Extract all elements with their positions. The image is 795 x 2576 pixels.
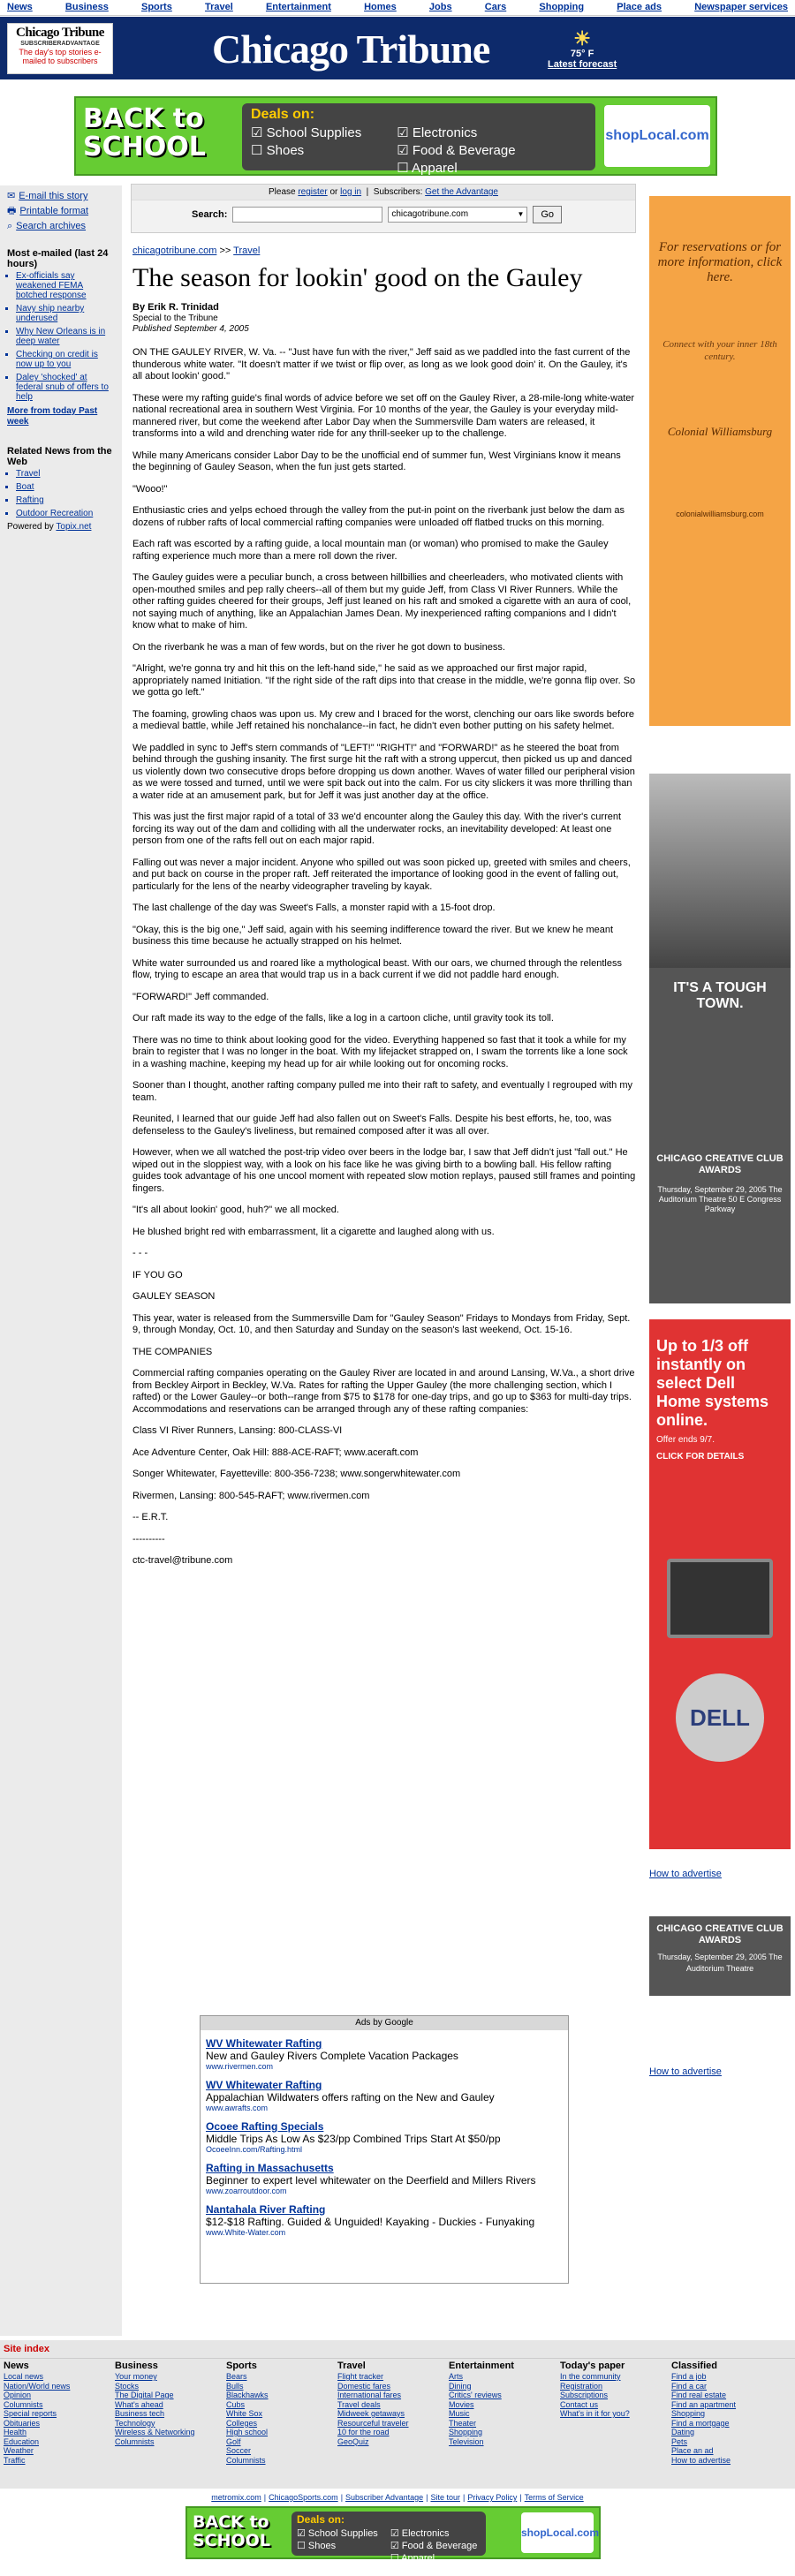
site-index-link[interactable]: Domestic fares [337, 2381, 391, 2391]
site-index-link[interactable]: Movies [449, 2399, 474, 2409]
deals-col-1 [251, 125, 361, 178]
back-to-school-banner-bottom[interactable] [186, 2506, 601, 2564]
topix-link[interactable]: Topix.net [56, 522, 92, 532]
sub-msg: The day's top stories e-mailed to subscribers [19, 48, 102, 65]
laptop-image [667, 1559, 773, 1638]
site-index-link[interactable]: Obituaries [4, 2418, 41, 2428]
checkbox-icon: ☑ [390, 2528, 402, 2539]
site-index-link[interactable]: Find real estate [671, 2391, 727, 2399]
utility-icon: ✉ [7, 191, 16, 201]
colonial-williamsburg-ad[interactable] [649, 196, 791, 726]
article [132, 246, 636, 1577]
utility-links [0, 185, 122, 239]
deals-box [242, 103, 595, 176]
site-index-link[interactable]: Your money [115, 2372, 157, 2381]
dell-logo: DELL [676, 1673, 764, 1762]
site-index-link[interactable]: High school [226, 2428, 269, 2436]
footer-link[interactable]: metromix.com [211, 2493, 261, 2502]
search-scope-select[interactable]: chicagotribune.com ▼ [388, 207, 527, 223]
deal-item [397, 125, 515, 142]
article-paragraph: Songer Whitewater, Fayetteville: 800-356-7238; www.songerwhitewater.com [132, 1469, 461, 1479]
crumb-travel[interactable]: Travel [233, 246, 261, 256]
article-paragraph: "Wooo!" [132, 483, 168, 495]
powered-pre: Powered by [7, 522, 54, 532]
site-index-link[interactable]: Soccer [226, 2446, 252, 2455]
chicago-tribune-logo[interactable]: Chicago Tribune [212, 26, 490, 72]
site-index-link[interactable]: Golf [226, 2436, 241, 2446]
site-index-link[interactable]: Flight tracker [337, 2372, 384, 2381]
deals-label: Deals on: [251, 107, 315, 122]
cca-date-2: Thursday, September 29, 2005 The Auditorium Theatre [657, 1953, 783, 1973]
ad-title[interactable]: WV Whitewater Rafting [206, 2079, 322, 2091]
sub-title: Chicago Tribune [16, 26, 104, 40]
deal-item [251, 142, 361, 160]
site-index-link[interactable]: Traffic [4, 2455, 26, 2465]
footer-link[interactable]: Site tour [430, 2493, 460, 2502]
topnav-link[interactable]: Shopping [539, 2, 585, 12]
cw-head: For reservations or for more information, click here. [657, 240, 783, 284]
utility-item[interactable] [7, 220, 115, 233]
register-link[interactable]: register [298, 187, 328, 197]
deals-col-2b [390, 2527, 478, 2565]
article-paragraph: IF YOU GO [132, 1269, 183, 1280]
article-paragraph: "Alright, we're gonna try and hit this on the left-hand side," he said as we approached our first major rapid, appropriately named Initiation. "If the right side of the raft dips into that crease in the middle, we're gonna flip over. So we gotta go left." [132, 663, 636, 698]
article-paragraph: ---------- [132, 1533, 165, 1545]
cw-sub: Connect with your inner 18th century. [662, 339, 777, 362]
go-button[interactable]: Go [533, 206, 562, 223]
site-index-link[interactable]: Columnists [4, 2399, 43, 2409]
ad-url[interactable]: www.rivermen.com [206, 2062, 274, 2071]
dell-offer: Up to 1/3 off instantly on select Dell Home systems online. [656, 1337, 769, 1429]
site-index-link[interactable]: Local news [4, 2372, 44, 2381]
deal-label: Food & Beverage [412, 143, 516, 158]
article-paragraph: Commercial rafting companies operating on the Gauley River are located in and around Lansing, W.Va., a short drive from Beckley Airport in Beckley, W.Va. Rates for rafting the Upper Gauley (the more challenging section, which I rafted) or the Lower Gauley--or both--range from $75 to $178 for one-day trips, and go up to $363 for multi-day trips. Accommodations and reservations can be arranged through any of these rafting companies: [132, 1368, 635, 1415]
login-bar: Please register or log in | Subscribers: Get the Advantage [132, 185, 635, 200]
site-index-link[interactable]: Find a car [671, 2381, 708, 2391]
temperature: 75° F [570, 49, 594, 59]
site-index-link[interactable]: Opinion [4, 2391, 32, 2399]
site-index-link[interactable]: Special reports [4, 2409, 57, 2418]
google-ad-item[interactable] [206, 2203, 563, 2238]
article-paragraph: "It's all about lookin' good, huh?" we all mocked. [132, 1205, 339, 1215]
ad-title[interactable]: Ocoee Rafting Specials [206, 2120, 324, 2133]
dell-ad[interactable] [649, 1319, 791, 1849]
site-index-column [226, 2361, 337, 2465]
site-index-link[interactable]: Dining [449, 2381, 472, 2391]
article-paragraph: The last challenge of the day was Sweet's Falls, a monster rapid with a 15-foot drop. [132, 903, 496, 913]
published: Published September 4, 2005 [132, 324, 249, 334]
article-paragraph: Ace Adventure Center, Oak Hill: 888-ACE-RAFT; www.aceraft.com [132, 1447, 419, 1458]
site-index-link[interactable]: Midweek getaways [337, 2409, 405, 2418]
search-box [131, 184, 636, 233]
site-index-link[interactable]: Resourceful traveler [337, 2418, 409, 2428]
article-paragraph: -- E.R.T. [132, 1512, 169, 1522]
site-index-heading: Site index [0, 2340, 795, 2359]
deal-label: Shoes [266, 143, 305, 158]
subscribers-text: Subscribers: [373, 187, 423, 197]
deal-item [397, 160, 515, 178]
article-paragraph: Class VI River Runners, Lansing: 800-CLASS-VI [132, 1425, 343, 1436]
article-paragraph: While many Americans consider Labor Day to be the unofficial end of summer fun, West Virginians know it means the beginning of Gauley Season, when the fun just gets started. [132, 449, 621, 472]
site-index-heading[interactable]: Sports [226, 2361, 257, 2371]
site-index [0, 2340, 795, 2489]
related-item[interactable]: ▪ Outdoor Recreation [16, 509, 115, 518]
google-ad-item[interactable] [206, 2079, 563, 2113]
ad-desc: Middle Trips As Low As $23/pp Combined Trips Start At $50/pp [206, 2133, 501, 2145]
ad-url[interactable]: www.awrafts.com [206, 2104, 269, 2112]
article-paragraph: GAULEY SEASON [132, 1291, 216, 1302]
deal-item [397, 142, 515, 160]
search-label: Search: [192, 209, 228, 220]
deal-label: Shoes [307, 2541, 337, 2551]
creative-club-ad[interactable] [649, 774, 791, 1303]
site-index-link[interactable]: Shopping [449, 2428, 483, 2436]
deal-label: Apparel [412, 161, 458, 176]
topnav-link[interactable]: Place ads [617, 2, 662, 12]
search-input[interactable] [232, 207, 382, 223]
article-paragraph: THE COMPANIES [132, 1346, 213, 1357]
top-nav [0, 0, 795, 16]
deal-item [297, 2540, 378, 2552]
article-paragraph: Each raft was escorted by a rafting guide, a local mountain man (or woman) who promised to make the Gauley rafting experience much more than a mere roll down the river. [132, 539, 609, 562]
utility-item[interactable] [7, 205, 115, 218]
related-heading: Related News from the Web [7, 446, 112, 467]
checkbox-icon: ☐ [251, 143, 267, 158]
deal-item [390, 2540, 478, 2552]
footer-sep: | [263, 2493, 267, 2502]
site-index-link[interactable]: Columnists [115, 2436, 155, 2446]
article-paragraph: "FORWARD!" Jeff commanded. [132, 991, 269, 1002]
checkbox-icon: ☑ [251, 125, 267, 140]
article-paragraph: On the riverbank he was a man of few words, but on the river he got down to business. [132, 641, 505, 653]
article-paragraph: Sooner than I thought, another rafting company pulled me into their raft to safety, and eventually I regrouped with my team. [132, 1080, 633, 1103]
cca-date: Thursday, September 29, 2005 The Auditorium Theatre 50 E Congress Parkway [657, 1185, 783, 1213]
site-index-link[interactable]: Television [449, 2436, 484, 2446]
article-paragraph: Reunited, I learned that our guide Jeff had also fallen out on Sweet's Falls. Despite his best efforts, he, too, was defenseless to the Gauley's liveliness, but remained composed after it was all over. [132, 1114, 612, 1137]
site-index-link[interactable]: Wireless & Networking [115, 2428, 195, 2436]
breadcrumb [132, 246, 636, 256]
deals-box-2 [292, 2512, 486, 2564]
cw-logo: Colonial Williamsburg [667, 425, 773, 438]
google-ad-item[interactable] [206, 2037, 563, 2072]
ad-url[interactable]: www.White-Water.com [206, 2228, 286, 2237]
site-index-heading[interactable]: Classified [671, 2361, 717, 2371]
crumb-sep: >> [219, 246, 231, 256]
site-index-column [449, 2361, 560, 2465]
site-index-link[interactable]: Music [449, 2409, 470, 2418]
footer-links [0, 2490, 795, 2504]
site-index-link[interactable]: Colleges [226, 2418, 258, 2428]
banner-title-2: BACK to SCHOOL [193, 2512, 270, 2550]
topnav-link[interactable]: Cars [484, 2, 507, 12]
checkbox-icon: ☐ [297, 2541, 308, 2551]
most-emailed-item[interactable]: ▪ Navy ship nearby underused [16, 304, 115, 323]
subscriber-advantage-box[interactable] [7, 23, 113, 74]
footer-link[interactable]: Terms of Service [524, 2493, 584, 2502]
site-index-link[interactable]: What's in it for you? [560, 2409, 630, 2418]
site-index-column [560, 2361, 671, 2465]
or-text: or [329, 187, 338, 197]
deals-col-1b [297, 2527, 378, 2565]
checkbox-icon: ☐ [397, 161, 412, 176]
dell-click: CLICK FOR DETAILS [656, 1452, 745, 1462]
topnav-link[interactable]: Entertainment [265, 2, 331, 12]
article-paragraph: The foaming, growling chaos was upon us. My crew and I braced for the worst, clenching our oars like swords before a medieval battle, while Jeff retained his nonchalance--in fact, he didn't even bother putting on his safety helmet. [132, 708, 634, 731]
banner-title: BACK to SCHOOL [83, 103, 206, 162]
byline: By Erik R. Trinidad [132, 302, 219, 313]
footer-sep: | [426, 2493, 428, 2502]
site-index-link[interactable]: White Sox [226, 2409, 263, 2418]
site-index-link[interactable]: Contact us [560, 2399, 599, 2409]
ad-title[interactable]: WV Whitewater Rafting [206, 2037, 322, 2050]
deal-item [390, 2552, 478, 2565]
get-advantage-link[interactable]: Get the Advantage [425, 187, 498, 197]
back-to-school-banner[interactable] [74, 96, 717, 176]
site-index-column [115, 2361, 226, 2465]
ads-heading: Ads by Google [201, 2016, 568, 2030]
deal-label: Electronics [412, 125, 478, 140]
article-paragraph: He blushed bright red with embarrassment, lit a cigarette and laughed along with us. [132, 1226, 495, 1237]
ad-desc: Beginner to expert level whitewater on the Deerfield and Millers Rivers [206, 2174, 536, 2187]
deals-label-2: Deals on: [297, 2513, 345, 2526]
more-from-today-link[interactable]: More from today Past week [7, 406, 98, 427]
footer-sep: | [519, 2493, 522, 2502]
deal-label: Food & Beverage [401, 2541, 478, 2551]
how-to-advertise-1[interactable]: How to advertise [649, 1869, 722, 1879]
site-index-link[interactable]: Arts [449, 2372, 464, 2381]
site-index-link[interactable]: 10 for the road [337, 2428, 390, 2436]
article-paragraph: The Gauley guides were a peculiar bunch, a cross between hillbillies and cheerleaders, who motivated clients with open-mouthed smiles and pep rally cheers--all of them but my guide Jeff, from Class VI River Runners. While the other rafting guides cheered for their groups, Jeff just leaned on his raft and smoked a cigarette with an aura of cool, not saying much of anything, like an Appalachian James Dean. My inexperienced rafting companions and I didn't know what to make of him. [132, 572, 632, 631]
checkbox-icon: ☑ [397, 143, 413, 158]
ad-desc: $12-$18 Rafting. Guided & Unguided! Kayaking - Duckies - Funyaking [206, 2216, 535, 2228]
deal-item [297, 2527, 378, 2540]
utility-link[interactable]: Printable format [19, 206, 89, 216]
utility-item[interactable] [7, 190, 115, 203]
topnav-link[interactable]: Newspaper services [694, 2, 788, 12]
cca-title-2: CHICAGO CREATIVE CLUB AWARDS [656, 1923, 784, 1945]
site-index-link[interactable]: The Digital Page [115, 2391, 174, 2399]
shoplocal-logo-2: shopLocal.com [521, 2512, 594, 2553]
site-index-link[interactable]: Find a mortgage [671, 2418, 730, 2428]
site-index-link[interactable]: Subscriptions [560, 2391, 609, 2399]
site-index-link[interactable]: In the community [560, 2372, 621, 2381]
most-emailed-item[interactable]: ▪ Checking on credit is now up to you [16, 350, 115, 369]
dell-expiry: Offer ends 9/7. [656, 1435, 715, 1445]
login-link[interactable]: log in [340, 187, 362, 197]
site-index-link[interactable]: International fares [337, 2391, 402, 2399]
deal-item [390, 2527, 478, 2540]
special: Special to the Tribune [132, 314, 218, 323]
site-index-link[interactable]: Blackhawks [226, 2391, 269, 2399]
related-item[interactable]: ▪ Boat [16, 482, 115, 492]
site-index-column [4, 2361, 115, 2465]
crumb-home[interactable]: chicagotribune.com [132, 246, 217, 256]
site-index-link[interactable]: Cubs [226, 2399, 246, 2409]
tough-town: IT'S A TOUGH TOWN. [673, 980, 767, 1011]
forecast-link[interactable]: Latest forecast [548, 59, 617, 70]
most-emailed-list [7, 271, 115, 402]
article-paragraph: "Okay, this is the big one," Jeff said, again with his seeming indifference toward the river. But we knew he meant business this time because he actually strapped on his helmet. [132, 924, 614, 947]
sub-adv: SUBSCRIBERADVANTAGE [20, 41, 100, 47]
site-index-link[interactable]: Theater [449, 2418, 477, 2428]
topnav-link[interactable]: Travel [204, 2, 233, 12]
article-paragraph: We paddled in sync to Jeff's stern commands of "LEFT!" "RIGHT!" and "FORWARD!" as he steered the boat from behind through the gushing insanity. The first surge hit the raft with a strong uppercut, then picked us up and danced us violently down two consecutive drops before dropping us down another. Waves of water filled our peripheral vision as we were tossed and turned, until we were spit back out into the calm. For us city slickers it was more thrilling than a water ride at an amusement park, but for Jeff it was just another day at the office. [132, 742, 635, 801]
site-index-heading[interactable]: Entertainment [449, 2361, 514, 2371]
site-index-link[interactable]: Nation/World news [4, 2381, 71, 2391]
site-index-heading[interactable]: Business [115, 2361, 158, 2371]
creative-club-ad-small[interactable] [649, 1916, 791, 1996]
site-index-link[interactable]: GeoQuiz [337, 2436, 369, 2446]
article-paragraph: ON THE GAULEY RIVER, W. Va. -- "Just have fun with the river," Jeff said as we paddled into the fast current of the thunderous white water. "It doesn't matter if we twist or flip over, as long as we look good doin' it. On the Gauley, it's all about lookin' good." [132, 347, 631, 381]
site-index-link[interactable]: Find an apartment [671, 2399, 737, 2409]
cca-title: CHICAGO CREATIVE CLUB AWARDS [656, 1153, 784, 1175]
masthead [0, 17, 795, 79]
site-index-link[interactable]: Health [4, 2428, 27, 2436]
deal-item [251, 125, 361, 142]
topnav-link[interactable]: Sports [140, 2, 172, 12]
utility-icon: 🖶 [7, 206, 17, 216]
site-index-link[interactable]: Weather [4, 2446, 34, 2455]
site-index-link[interactable]: Education [4, 2436, 40, 2446]
site-index-link[interactable]: Pets [671, 2436, 688, 2446]
checkbox-icon: ☐ [390, 2553, 402, 2564]
most-emailed-heading: Most e-mailed (last 24 hours) [7, 248, 109, 269]
weather-widget[interactable] [548, 29, 617, 70]
article-paragraph: Our raft made its way to the edge of the falls, like a log in a cartoon cliche, until gravity took its toll. [132, 1013, 554, 1024]
most-emailed-item[interactable]: ▪ Daley 'shocked' at federal snub of offers to help [16, 373, 115, 402]
ad-title[interactable]: Rafting in Massachusetts [206, 2162, 334, 2174]
article-paragraph: Rivermen, Lansing: 800-545-RAFT; www.rivermen.com [132, 1490, 370, 1501]
related-item[interactable]: ▪ Travel [16, 469, 115, 479]
site-index-column [337, 2361, 449, 2465]
utility-link[interactable]: Search archives [16, 221, 87, 231]
google-ad-item[interactable] [206, 2120, 563, 2155]
ad-photo [649, 774, 791, 968]
site-index-link[interactable]: Critics' reviews [449, 2391, 502, 2399]
utility-icon: ⌕ [7, 221, 13, 231]
footer-sep: | [340, 2493, 344, 2502]
site-index-link[interactable]: Bulls [226, 2381, 244, 2391]
deal-label: Apparel [401, 2553, 435, 2564]
powered-by [7, 522, 115, 532]
how-to-advertise-2[interactable]: How to advertise [649, 2066, 722, 2077]
cw-url: colonialwilliamsburg.com [676, 510, 764, 518]
article-paragraph: ctc-travel@tribune.com [132, 1555, 233, 1566]
related-item[interactable]: ▪ Rafting [16, 495, 115, 505]
footer-sep: | [462, 2493, 466, 2502]
article-paragraph: White water surrounded us and roared like a mythological beast. With our oars, we churned through the relentless flow, trying to escape an area that would trap us in a back current if we did not paddle hard enough. [132, 957, 622, 980]
related-list [7, 469, 115, 518]
site-index-link[interactable]: Travel deals [337, 2399, 381, 2409]
site-index-link[interactable]: Columnists [226, 2455, 266, 2465]
left-column [0, 185, 122, 2336]
shoplocal-logo: shopLocal.com [604, 105, 710, 167]
topnav-link[interactable]: Business [64, 2, 109, 12]
checkbox-icon: ☑ [297, 2528, 308, 2539]
ad-title[interactable]: Nantahala River Rafting [206, 2203, 326, 2216]
article-paragraph: - - - [132, 1248, 148, 1258]
site-index-heading[interactable]: Today's paper [560, 2361, 625, 2371]
utility-link[interactable]: E-mail this story [19, 191, 88, 201]
site-index-link[interactable]: Stocks [115, 2381, 140, 2391]
footer-link[interactable]: ChicagoSports.com [269, 2493, 338, 2502]
google-ad-item[interactable] [206, 2162, 563, 2196]
footer-link[interactable]: Privacy Policy [467, 2493, 518, 2502]
article-paragraph: These were my rafting guide's final words of advice before we set off on the Gauley River, a 28-mile-long white-water national recreational area in southern West Virginia. For 10 months of the year, the Gauley is your everyday mild-mannered river, but come the weekend after Labor Day when the Summersville Dam waters are released, it transforms into a wild and drenching water ride for any thrill-seeker up to the challenge. [132, 392, 635, 439]
site-index-link[interactable]: Place an ad [671, 2446, 714, 2455]
google-ads [200, 2015, 569, 2284]
article-paragraph: There was no time to think about looking good for the video. Everything happened so fast that it took a while for my brain to register that I was no longer in the boat. With my lifejacket strapped on, I swam the torrents like a lone sock in a washing machine, keeping my head up for air while looking out for oncoming rocks. [132, 1034, 628, 1069]
ad-url[interactable]: OcoeeInn.com/Rafting.html [206, 2145, 303, 2154]
byline-block [132, 302, 636, 335]
site-index-link[interactable]: Registration [560, 2381, 603, 2391]
topnav-link[interactable]: News [7, 2, 33, 12]
site-index-heading[interactable]: Travel [337, 2361, 366, 2371]
article-paragraph: However, when we all watched the post-trip video over beers in the lodge bar, I saw that Jeff didn't just "fall out." He wiped out in the sloppiest way, with a look on his face like he was giving birth to a bowling ball. His fellow rafting guides took advantage of his one uncool moment with repeated slow motion replays, paused still frames and pointing fingers. [132, 1147, 636, 1194]
most-emailed-item[interactable]: ▪ Ex-officials say weakened FEMA botched response [16, 271, 115, 300]
article-paragraph: This was just the first major rapid of a total of 33 we'd encounter along the Gauley this day. With the river's current forcing its way out of the dam and colliding with all the underwater rocks, an inevitability developed: At least one person from one of the rafts fell out on each major rapid. [132, 812, 622, 846]
article-paragraph: This year, water is released from the Summersville Dam for "Gauley Season" Fridays to Mondays from Friday, Sept. 9, through Monday, Oct. 10, and then Saturday and Sunday on the season's last weekend, Oct. 15-16. [132, 1312, 631, 1335]
deal-label: Electronics [401, 2528, 450, 2539]
deal-label: School Supplies [266, 125, 362, 140]
site-index-link[interactable]: Business tech [115, 2409, 165, 2418]
site-index-link[interactable]: What's ahead [115, 2399, 163, 2409]
ad-desc: New and Gauley Rivers Complete Vacation Packages [206, 2050, 458, 2062]
sun-cloud-icon: ☀ [573, 27, 591, 49]
site-index-link[interactable]: Shopping [671, 2409, 706, 2418]
article-title: The season for lookin' good on the Gauley [132, 263, 583, 292]
checkbox-icon: ☑ [390, 2541, 402, 2551]
checkbox-icon: ☑ [397, 125, 413, 140]
deal-label: School Supplies [307, 2528, 378, 2539]
site-index-heading[interactable]: News [4, 2361, 29, 2371]
topnav-link[interactable]: Jobs [428, 2, 452, 12]
most-emailed-item[interactable]: ▪ Why New Orleans is in deep water [16, 327, 115, 346]
article-paragraph: Enthusiastic cries and yelps echoed through the valley from the put-in point on the riverbank just below the dam as dozens of rubber rafts of local commercial rafting companies were unloaded off flatbed trucks on this morning. [132, 505, 625, 528]
article-paragraph: Falling out was never a major incident. Anyone who spilled out was soon picked up, greeted with smiles and cheers, and put back on course in the proper raft. Jeff reiterated the importance of looking good in the event of falling out, particularly for the lens of the nearby videographer traveling by kayak. [132, 857, 631, 892]
deals-col-2 [397, 125, 515, 178]
footer-link[interactable]: Subscriber Advantage [345, 2493, 424, 2502]
ad-desc: Appalachian Wildwaters offers rafting on the New and Gauley [206, 2091, 495, 2104]
site-index-link[interactable]: Dating [671, 2428, 695, 2436]
site-index-link[interactable]: Bears [226, 2372, 247, 2381]
article-body [132, 347, 636, 1568]
topnav-link[interactable]: Homes [364, 2, 397, 12]
site-index-link[interactable]: How to advertise [671, 2455, 731, 2465]
please-text: Please [268, 187, 296, 197]
ad-url[interactable]: www.zoarroutdoor.com [206, 2187, 287, 2195]
site-index-link[interactable]: Find a job [671, 2372, 707, 2381]
site-index-link[interactable]: Technology [115, 2418, 155, 2428]
site-index-column [671, 2361, 783, 2465]
